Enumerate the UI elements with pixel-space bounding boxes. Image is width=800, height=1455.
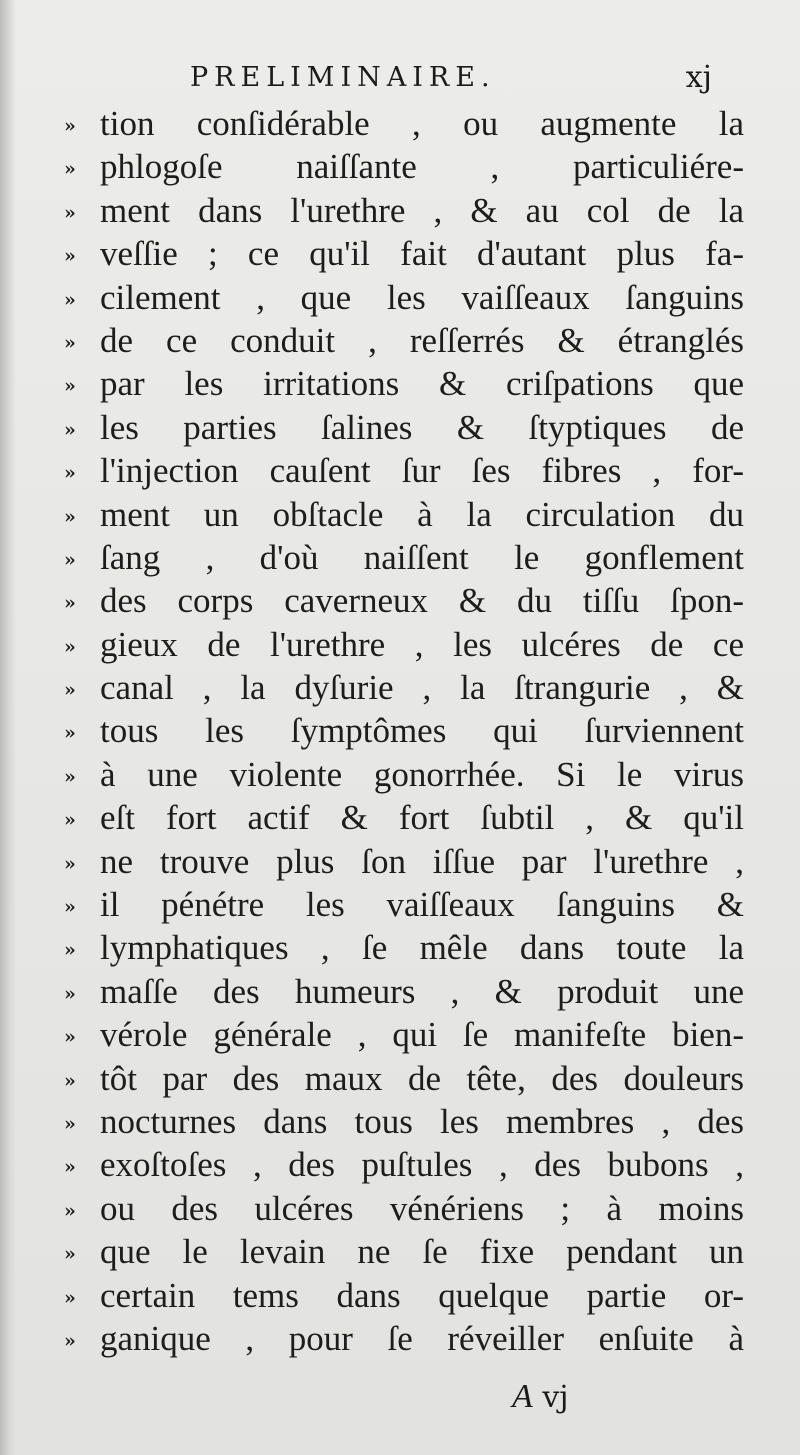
line-text: cilement , que les vaiſſeaux ſanguins <box>100 277 744 317</box>
line-text: ou des ulcéres vénériens ; à moins <box>100 1188 744 1228</box>
text-line <box>64 234 744 277</box>
text-line <box>64 1102 744 1145</box>
text-line <box>64 755 744 798</box>
line-text: lymphatiques , ſe mêle dans toute la <box>100 928 744 968</box>
line-text: que le levain ne ſe fixe pendant un <box>100 1232 744 1272</box>
text-line <box>64 842 744 885</box>
quote-mark: » <box>64 679 76 702</box>
quote-mark: » <box>64 982 76 1005</box>
quote-mark: » <box>64 115 76 137</box>
line-text: il pénétre les vaiſſeaux ſanguins & <box>100 885 744 925</box>
line-text: phlogoſe naiſſante , particuliére- <box>100 147 744 187</box>
text-line <box>64 104 744 147</box>
line-text: vérole générale , qui ſe manifeſte bien- <box>100 1015 744 1055</box>
text-line <box>64 972 744 1015</box>
signature-numeral: vj <box>542 1380 569 1415</box>
quote-mark: » <box>64 462 76 485</box>
line-text: de ce conduit , reſſerrés & étranglés <box>100 320 744 360</box>
quote-mark: » <box>64 722 76 745</box>
line-text: certain tems dans quelque partie or- <box>100 1275 744 1315</box>
line-text: ne trouve plus ſon iſſue par l'urethre , <box>100 841 744 881</box>
line-text: ſang , d'où naiſſent le gonflement <box>100 537 744 577</box>
text-line <box>64 1276 744 1319</box>
line-text: les parties ſalines & ſtyptiques de <box>100 407 744 447</box>
signature-letter: A <box>512 1378 533 1415</box>
quote-mark: » <box>64 635 76 658</box>
line-text: veſſie ; ce qu'il fait d'autant plus fa- <box>100 234 744 274</box>
page-number: xj <box>685 60 712 95</box>
body-text <box>64 104 744 1362</box>
text-line <box>64 538 744 581</box>
text-line <box>64 798 744 841</box>
text-line <box>64 364 744 407</box>
quote-mark: » <box>64 288 76 311</box>
text-line <box>64 885 744 928</box>
line-text: tôt par des maux de tête, des douleurs <box>100 1058 744 1098</box>
quote-mark: » <box>64 896 76 919</box>
signature-mark <box>512 1378 569 1416</box>
quote-mark: » <box>64 1026 76 1049</box>
text-line <box>64 495 744 538</box>
text-line <box>64 1145 744 1188</box>
quote-mark: » <box>64 939 76 962</box>
text-line <box>64 191 744 234</box>
text-line <box>64 147 744 190</box>
quote-mark: » <box>64 245 76 268</box>
text-line <box>64 1232 744 1275</box>
line-text: exoſtoſes , des puſtules , des bubons , <box>100 1145 744 1185</box>
line-text: ment dans l'urethre , & au col de la <box>100 190 744 230</box>
line-text: eſt fort actif & fort ſubtil , & qu'il <box>100 798 744 838</box>
line-text: ment un obſtacle à la circulation du <box>100 494 744 534</box>
quote-mark: » <box>64 1243 76 1266</box>
quote-mark: » <box>64 592 76 615</box>
line-text: nocturnes dans tous les membres , des <box>100 1101 744 1141</box>
text-line <box>64 451 744 494</box>
quote-mark: » <box>64 375 76 398</box>
quote-mark: » <box>64 1156 76 1179</box>
text-line <box>64 581 744 624</box>
quote-mark: » <box>64 331 76 354</box>
text-line <box>64 928 744 971</box>
quote-mark: » <box>64 1286 76 1309</box>
line-text: ganique , pour ſe réveiller enſuite à <box>100 1318 744 1358</box>
quote-mark: » <box>64 201 76 224</box>
text-line <box>64 1189 744 1232</box>
text-line <box>64 668 744 711</box>
text-line <box>64 1059 744 1102</box>
text-line <box>64 711 744 754</box>
quote-mark: » <box>64 852 76 875</box>
line-text: gieux de l'urethre , les ulcéres de ce <box>100 624 744 664</box>
quote-mark: » <box>64 1329 76 1352</box>
quote-mark: » <box>64 158 76 181</box>
text-line <box>64 625 744 668</box>
quote-mark: » <box>64 548 76 571</box>
quote-mark: » <box>64 809 76 832</box>
quote-mark: » <box>64 505 76 528</box>
page-gutter-shadow <box>0 0 16 1455</box>
quote-mark: » <box>64 418 76 441</box>
text-line <box>64 1015 744 1058</box>
line-text: maſſe des humeurs , & produit une <box>100 971 744 1011</box>
line-text: à une violente gonorrhée. Si le virus <box>100 754 744 794</box>
text-line <box>64 1319 744 1362</box>
quote-mark: » <box>64 765 76 788</box>
quote-mark: » <box>64 1069 76 1092</box>
text-line <box>64 278 744 321</box>
line-text: des corps caverneux & du tiſſu ſpon- <box>100 581 744 621</box>
line-text: l'injection cauſent ſur ſes fibres , for- <box>100 451 744 491</box>
line-text: tous les ſymptômes qui ſurviennent <box>100 711 744 751</box>
line-text: canal , la dyſurie , la ſtrangurie , & <box>100 668 744 708</box>
running-head: PRELIMINAIRE. <box>190 62 496 93</box>
quote-mark: » <box>64 1112 76 1135</box>
text-line <box>64 321 744 364</box>
quote-mark: » <box>64 1199 76 1222</box>
text-line <box>64 408 744 451</box>
line-text: tion conſidérable , ou augmente la <box>100 104 744 143</box>
line-text: par les irritations & criſpations que <box>100 364 744 404</box>
